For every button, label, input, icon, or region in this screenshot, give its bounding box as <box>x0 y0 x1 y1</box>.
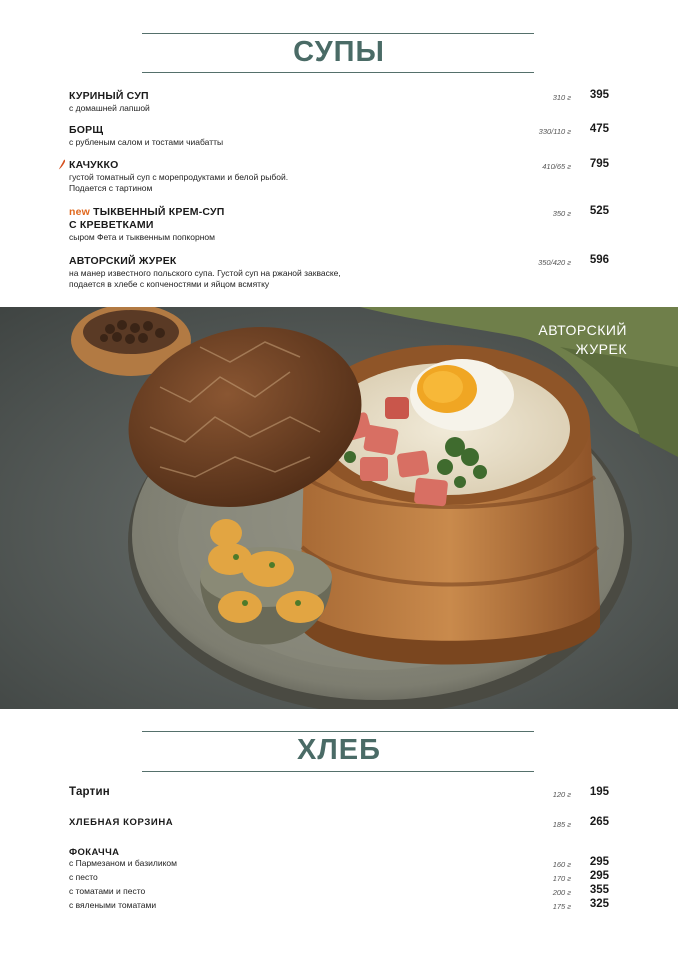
item-weight: 410/65 г <box>542 162 571 171</box>
item-price: 325 <box>589 898 609 910</box>
focaccia-variant <box>69 885 609 898</box>
item-description: Подается с тартином <box>69 183 153 193</box>
item-weight: 120 г <box>552 790 571 799</box>
new-badge: new <box>69 206 91 218</box>
item-description: густой томатный суп с морепродуктами и белой рыбой. <box>69 172 289 182</box>
item-price: 395 <box>589 89 609 101</box>
item-price: 795 <box>589 158 609 170</box>
variant-description: с вялеными томатами <box>69 900 157 910</box>
photo-caption-line2: ЖУРЕК <box>575 341 627 357</box>
item-name <box>69 206 609 219</box>
item-price: 265 <box>589 816 609 828</box>
soups-bottom-rule <box>142 72 534 73</box>
bread-section-title: ХЛЕБ <box>297 734 381 766</box>
bread-top-rule <box>142 731 534 732</box>
item-weight: 170 г <box>552 874 571 883</box>
menu-item-pumpkin-soup <box>69 206 609 243</box>
menu-item-bread-basket <box>69 816 609 829</box>
item-description: на манер известного польского супа. Густой суп на ржаной закваске, <box>69 268 341 278</box>
focaccia-variant <box>69 871 609 884</box>
item-weight: 330/110 г <box>538 127 571 136</box>
item-description: подается в хлебе с копченостями и яйцом всмятку <box>69 279 270 289</box>
item-name: БОРЩ <box>69 124 104 136</box>
item-name: Тартин <box>69 786 110 798</box>
dish-photo <box>0 307 678 709</box>
item-name: КАЧУККО <box>69 159 119 171</box>
item-name: ФОКАЧЧА <box>69 847 120 858</box>
item-price: 596 <box>589 254 609 266</box>
item-description: с домашней лапшой <box>69 103 150 113</box>
item-name-line1: ТЫКВЕННЫЙ КРЕМ-СУП <box>93 206 225 218</box>
variant-description: с томатами и песто <box>69 886 146 896</box>
item-name: АВТОРСКИЙ ЖУРЕК <box>69 255 177 267</box>
item-name-line2: С КРЕВЕТКАМИ <box>69 219 154 231</box>
item-description: сыром Фета и тыквенным попкорном <box>69 232 215 242</box>
item-price: 475 <box>589 123 609 135</box>
photo-caption <box>538 321 627 359</box>
menu-item-zurek <box>69 255 609 290</box>
zurek-bread-bowl-illustration <box>0 307 678 709</box>
item-price: 525 <box>589 205 609 217</box>
focaccia-variant <box>69 899 609 912</box>
photo-caption-line1: АВТОРСКИЙ <box>538 322 627 338</box>
item-price: 195 <box>589 786 609 798</box>
soups-top-rule <box>142 33 534 34</box>
menu-item-chicken-soup <box>69 90 609 114</box>
chili-pepper-icon <box>58 159 66 170</box>
soups-section-title: СУПЫ <box>293 36 385 68</box>
item-name: ХЛЕБНАЯ КОРЗИНА <box>69 817 174 828</box>
item-description: с рубленым салом и тостами чиабатты <box>69 137 224 147</box>
item-weight: 200 г <box>552 888 571 897</box>
focaccia-variant <box>69 857 609 870</box>
menu-item-cacciucco <box>69 159 609 194</box>
variant-description: с Пармезаном и базиликом <box>69 858 177 868</box>
item-price: 295 <box>589 856 609 868</box>
item-weight: 185 г <box>552 820 571 829</box>
variant-description: с песто <box>69 872 98 882</box>
menu-item-tartin <box>69 786 609 799</box>
item-price: 295 <box>589 870 609 882</box>
item-price: 355 <box>589 884 609 896</box>
item-weight: 350 г <box>552 209 571 218</box>
item-weight: 160 г <box>552 860 571 869</box>
item-name: КУРИНЫЙ СУП <box>69 90 149 102</box>
item-weight: 310 г <box>552 93 571 102</box>
bread-bottom-rule <box>142 771 534 772</box>
menu-item-borscht <box>69 124 609 148</box>
item-weight: 350/420 г <box>538 258 571 267</box>
item-weight: 175 г <box>552 902 571 911</box>
